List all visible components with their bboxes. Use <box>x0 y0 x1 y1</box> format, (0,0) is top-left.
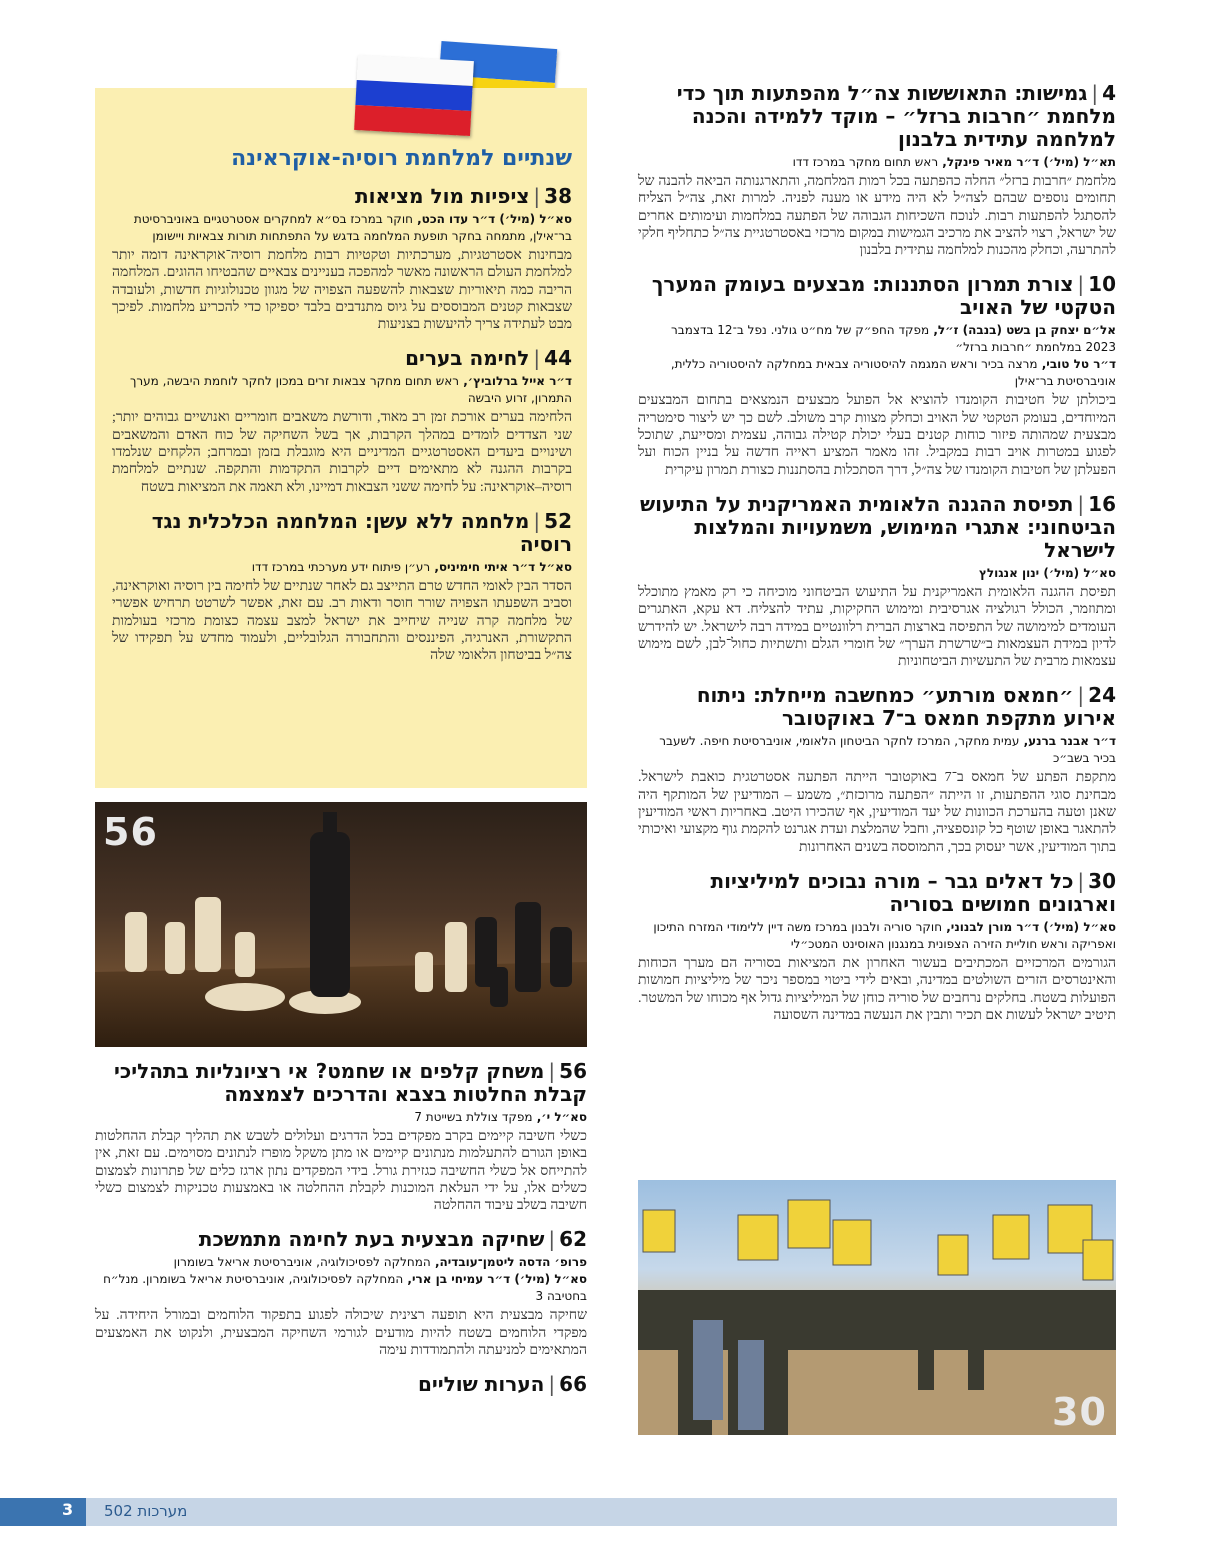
article-author <box>638 733 1116 767</box>
article-page-number: 4 <box>1102 81 1116 105</box>
article-entry <box>112 510 572 664</box>
article-number-badge: 56 <box>103 810 158 854</box>
article-author <box>112 559 572 576</box>
article-title[interactable] <box>112 185 572 208</box>
article-title-text: לחימה בערים <box>405 346 530 371</box>
article-title[interactable] <box>95 1228 587 1251</box>
article-title-text: כל דאלים גבר – מורה נבוכים למיליציות וארגונים חמושים בסוריה <box>710 868 1116 916</box>
feature-section <box>112 145 572 678</box>
article-title[interactable] <box>112 510 572 556</box>
article-page-number: 44 <box>544 346 572 371</box>
title-separator: | <box>533 346 541 371</box>
article-abstract: כשלי חשיבה קיימים בקרב מפקדים בכל הדרגים ועלולים לשבש את תהליך קבלת ההחלטות באופן הגורם להתעלמות מנתונים קיימים או מתן משקל מופרז לנתונים מסוימים. עם זאת, אין להתייחס אל כשלי החשיבה כגזירת גורל. בידי המפקדים נתון ארגז כלים של פתרונות לצמצום כשלים אלו, על ידי העלאת המוכנות לקבלת ההחלטה או באמצעות טכניקות לצמצום כשלי חשיבה בשלב עיבוד ההחלטה <box>95 1129 587 1214</box>
author-affiliation: המחלקה לפסיכולוגיה, אוניברסיטת אריאל בשומרון <box>173 1255 431 1270</box>
article-entry <box>638 273 1116 478</box>
article-entry <box>638 684 1116 855</box>
article-title[interactable] <box>112 347 572 370</box>
article-number-badge: 30 <box>1052 1390 1107 1434</box>
article-title-text: תפיסת ההגנה הלאומית האמריקנית על התיעוש הביטחוני: אתגרי המימוש, משמעויות והמלצות לישראל <box>640 491 1116 562</box>
right-column <box>638 82 1116 1038</box>
article-abstract: הלחימה בערים אורכת זמן רב מאוד, ודורשת משאבים חומריים ואנושיים גבוהים יותר; שני הצדדים לומדים במהלך הקרבות, אך בשל השחיקה של כוח האדם והמשאבים ושינויים ביעדים האסטרטגיים המדיניים היא מוגבלת בזמן ובמרחב; הלקחים שנלמדו בקרבות ההגנה לא מתאימים דיים לקרבות התקדמות והתקפה. שנתיים למלחמת רוסיה–אוקראינה: על לחימה ששני הצבאות דמיינו, ולא תאמה את המציאות בשטח <box>112 410 572 495</box>
page-number: 3 <box>62 1500 74 1519</box>
article-title[interactable] <box>638 493 1116 562</box>
russia-flag-image <box>354 55 474 136</box>
article-entry <box>95 1060 587 1214</box>
title-separator: | <box>1077 272 1085 297</box>
article-entry <box>638 493 1116 670</box>
author-name: סא״ל י׳, <box>536 1110 587 1124</box>
article-title[interactable] <box>95 1060 587 1106</box>
article-title-text: שחיקה מבצעית בעת לחימה מתמשכת <box>198 1227 545 1252</box>
chess-photo <box>95 802 587 1047</box>
title-separator: | <box>548 1372 556 1397</box>
article-author <box>95 1271 587 1305</box>
author-name: ד״ר אבנר ברנע, <box>1023 734 1116 749</box>
author-name: ד״ר טל טובי, <box>1041 357 1116 372</box>
author-affiliation: רע״ן פיתוח ידע מערכתי במרכז דדו <box>251 559 431 574</box>
article-page-number: 30 <box>1088 868 1116 893</box>
author-name: סא״ל (מיל׳) ד״ר עדו הכט, <box>417 212 572 226</box>
article-title[interactable] <box>638 684 1116 730</box>
journal-name: מערכות 502 <box>104 1502 188 1520</box>
article-page-number: 24 <box>1088 683 1116 708</box>
article-abstract: מבחינות אסטרטגיות, מערכתיות וטקטיות רבות מלחמת רוסיה־אוקראינה דומה יותר למלחמת העולם הראשונה מאשר למהפכה בעניינים צבאיים שהבטיחו ההוגים. המלחמה הריבה כמה תיאוריות שצבאות להשפעה הצפויה של מגוון טכנולוגיות חדשות, ולעובדה שצבאות קטנים המבוססים על גיוס מתנדבים בלבד יספיקו כדי להכריע מלחמות. לפיכך מבט לעתידה צריך להיעשות בצניעות <box>112 248 572 333</box>
author-affiliation: מפקד צוללת בשייטת 7 <box>414 1110 533 1124</box>
article-author <box>638 322 1116 356</box>
author-name: פרופ׳ הדסה ליטמן־עובדיה, <box>434 1255 587 1270</box>
title-separator: | <box>533 184 541 208</box>
author-affiliation: המחלקה לפסיכולוגיה, אוניברסיטת אריאל בשומרון. מנל״ח בחטיבה 3 <box>103 1272 587 1304</box>
article-abstract: שחיקה מבצעית היא תופעה רצינית שיכולה לפגוע בתפקוד הלוחמים ובמורל היחידה. על מפקדי הלוחמים בשטח להיות מודעים לגורמי השחיקה המבצעית, ולנקוט את האמצעים המתאימים למניעתה ולהתמודדות עימה <box>95 1308 587 1359</box>
article-entry <box>638 82 1116 259</box>
article-title-text: ציפיות מול מציאות <box>355 184 530 208</box>
article-entry <box>112 185 572 333</box>
article-title-text: ״חמאס מורתע״ כמחשבה מייחלת: ניתוח אירוע מתקפת חמאס ב־7 באוקטובר <box>696 683 1116 731</box>
article-page-number: 38 <box>544 184 572 208</box>
article-title[interactable] <box>638 82 1116 151</box>
author-affiliation: מפקד החפ״ק של מח״ט גולני. נפל ב־12 בדצמבר 2023 במלחמת ״חרבות ברזל״ <box>671 323 1116 355</box>
article-abstract: מתקפת הפתע של חמאס ב־7 באוקטובר הייתה הפתעה אסטרטגית כואבת לישראל. מבחינת סוגי ההפתעות, זו הייתה ״הפתעה מרוכזת״, משמע – המודיעין של המותקף היה שאנן וטעה בהערכת הכוונות של יעד המודיעין, אף שהכירו היטב. באחריות ראשי המודיעין להתאגר באופן שוטף כל קונספציה, וחבל שהמלצת ועדת אגרנט להקמת גוף מקצועי ואיכותי בתוך המודיעין, אשר יעסוק בכך, התמוססה בשנים האחרונות <box>638 770 1116 855</box>
article-entry <box>95 1228 587 1359</box>
article-author <box>95 1109 587 1126</box>
author-affiliation: חוקר במרכז בס״א למחקרים אסטרטגיים באוניברסיטת בר־אילן, מתמחה בחקר תופעת המלחמה בדגש על התפתחות תורות צבאיות ויישומן <box>133 212 572 243</box>
article-title-text: הערות שוליים <box>417 1372 545 1397</box>
article-title[interactable] <box>638 273 1116 319</box>
title-separator: | <box>1077 868 1085 893</box>
article-author <box>638 919 1116 953</box>
author-name: אל״ם יצחק בן בשט (בנבה) ז״ל, <box>933 323 1116 338</box>
article-entry <box>95 1373 587 1396</box>
title-separator: | <box>1077 491 1085 516</box>
section-title: שנתיים למלחמת רוסיה-אוקראינה <box>231 146 572 171</box>
article-page-number: 66 <box>559 1372 587 1397</box>
author-name: ד״ר אייל ברלוביץ׳, <box>463 374 572 389</box>
article-author <box>638 154 1116 171</box>
left-lower-column <box>95 1060 587 1410</box>
militia-photo <box>638 1180 1116 1435</box>
article-entry <box>638 870 1116 1024</box>
title-separator: | <box>533 508 541 533</box>
author-affiliation: עמית מחקר, המרכז לחקר הביטחון הלאומי, אוניברסיטת חיפה. לשעבר בכיר בשב״כ <box>659 734 1116 766</box>
author-name: סא״ל (מיל׳) ינון אנגולץ <box>978 565 1116 580</box>
author-affiliation: מרצה בכיר וראש המגמה להיסטוריה צבאית במחלקה להיסטוריה כללית, אוניברסיטת בר־אילן <box>670 357 1116 389</box>
feature-entries <box>112 185 572 664</box>
title-separator: | <box>548 1059 556 1083</box>
article-title-text: משחק קלפים או שחמט? אי רציונליות בתהליכי קבלת החלטות בצבא והדרכים לצמצמה <box>114 1059 587 1106</box>
title-separator: | <box>1077 683 1085 708</box>
article-author <box>638 565 1116 582</box>
author-affiliation: חוקר סוריה ולבנון במרכז משה דיין ללימודי המזרח התיכון ואפריקה וראש חוליית הזירה הצפונית במנגנון האוסינט המטכ״לי <box>653 919 1116 951</box>
article-title-text: גמישות: התאוששות צה״ל מהפתעות תוך כדי מלחמת ״חרבות ברזל״ – מוקד ללמידה והכנה למלחמה עתידית בלבנון <box>676 81 1116 151</box>
article-page-number: 62 <box>559 1227 587 1252</box>
article-abstract: תפיסת ההגנה הלאומית האמריקנית על התיעוש הביטחוני מוכיחה כי רק מאמץ מתוכלל ומתוזמר, הכולל רגולציה אגרסיבית ומימוש החקיקות, עתיד להצליח. דא עקא, האתגרים העומדים למימושה של התפיסה בארצות הברית רלוונטיים במידה רבה לישראל. יש להידרש לדיון במידת העצמאות ב״שרשרת הערך״ של חומרי הגלם ותשתיות כחול־לבן, לשם מימוש עצמאות מרבית של התעשיות הביטחוניות <box>638 584 1116 670</box>
article-entry <box>112 347 572 495</box>
militia-illustration <box>638 1180 1116 1435</box>
article-page-number: 10 <box>1088 272 1116 297</box>
author-name: תא״ל (מיל׳) ד״ר מאיר פינקל, <box>942 155 1116 169</box>
author-affiliation: ראש תחום מחקר צבאות זרים במכון לחקר לוחמת היבשה, מערך התמרון, זרוע היבשה <box>129 374 572 406</box>
article-author <box>95 1254 587 1271</box>
title-separator: | <box>548 1227 556 1252</box>
author-affiliation: ראש תחום מחקר במרכז דדו <box>792 155 939 169</box>
article-abstract: הסדר הבין לאומי החדש טרם התייצב גם לאחר שנתיים של לחימה בין רוסיה ואוקראינה, וסביב השפעתו הצפויה שורר חוסר ודאות רב. עם זאת, אפשר לשרטט תרחיש אפשרי של מלחמה קרה שנייה שיחייב את ישראל למצב עצמה כצומת מרכזי בעולמות התקשורת, האנרגיה, הפיננסים והתחבורה הגלובליים, ולעמוד מחדש על תפקידו של צה״ל בביטחון הלאומי שלה <box>112 578 572 664</box>
article-title-text: צורת תמרון הסתננות: מבצעים בעומק המערך הטקטי של האויב <box>651 272 1116 320</box>
article-title-text: מלחמה ללא עשן: המלחמה הכלכלית נגד רוסיה <box>151 508 572 556</box>
author-name: סא״ל (מיל׳) ד״ר עמיחי בן ארי, <box>407 1272 587 1287</box>
article-page-number: 56 <box>559 1059 587 1083</box>
article-abstract: מלחמת ״חרבות ברזל״ החלה כהפתעה בכל רמות המלחמה, והתארגנותה הביאה להבנה של תחומים נוספים שבהם לצה״ל לא היה מידע או מענה לפניה. למרות זאת, צה״ל הצליח להסתגל להפתעות רבות. לנוכח השכיחות הגבוהה של הפתעה במלחמות ועימותים אחרים של ישראל, רצוי להציב את מרכיב הגמישות במקום מרכזי באסטרטגיית צה״ל כתחליף חלקי להתרעה, וכחלק מהכנות למלחמה עתידית בלבנון <box>638 174 1116 259</box>
article-title[interactable] <box>638 870 1116 916</box>
article-author <box>112 211 572 245</box>
article-page-number: 16 <box>1088 491 1116 516</box>
title-separator: | <box>1091 81 1099 105</box>
article-abstract: הגורמים המרכזיים המכתיבים בעשור האחרון את המציאות בסוריה הם מערך הכוחות והאינטרסים הזרים השולטים במדינה, ובאים לידי ביטוי במספר ניכר של מיליציות חמושות הפועלות בשטח. בחלקים נרחבים של סוריה כוחן של המיליציות גדול אף מכוחו של המשטר. תיטיב ישראל לעשות אם תכיר ותבין את הנעשה במדינה השסועה <box>638 955 1116 1023</box>
article-author <box>638 356 1116 390</box>
author-name: סא״ל ד״ר איתי חימיניס, <box>434 559 572 574</box>
article-page-number: 52 <box>544 508 572 533</box>
article-abstract: ביכולתן של חטיבות הקומנדו להוציא אל הפועל מבצעים הנמצאים בתחום המבצעים המיוחדים, בעומק הטקטי של האויב וכחלק מצוות קרב משולב. לשם כך יש ליצור סימטריה מבצעית שמהותה פיזור כוחות קטנים בעלי יכולת קטילה גבוהה, עצמית ומסייעת, שתוכל לפגוע במטרות אויב רבות במקביל. זהו מאמר המציע ראייה חדשה על בניין הכוח ועל הפעלתן של חטיבות הקומנדו של צה״ל, דרך הסתכלות בהסתננות כצורת תמרון עיקרית <box>638 393 1116 478</box>
article-title[interactable] <box>95 1373 587 1396</box>
chess-illustration <box>95 802 587 1047</box>
author-name: סא״ל (מיל׳) ד״ר מורן לבנוני, <box>946 919 1116 934</box>
article-author <box>112 373 572 407</box>
